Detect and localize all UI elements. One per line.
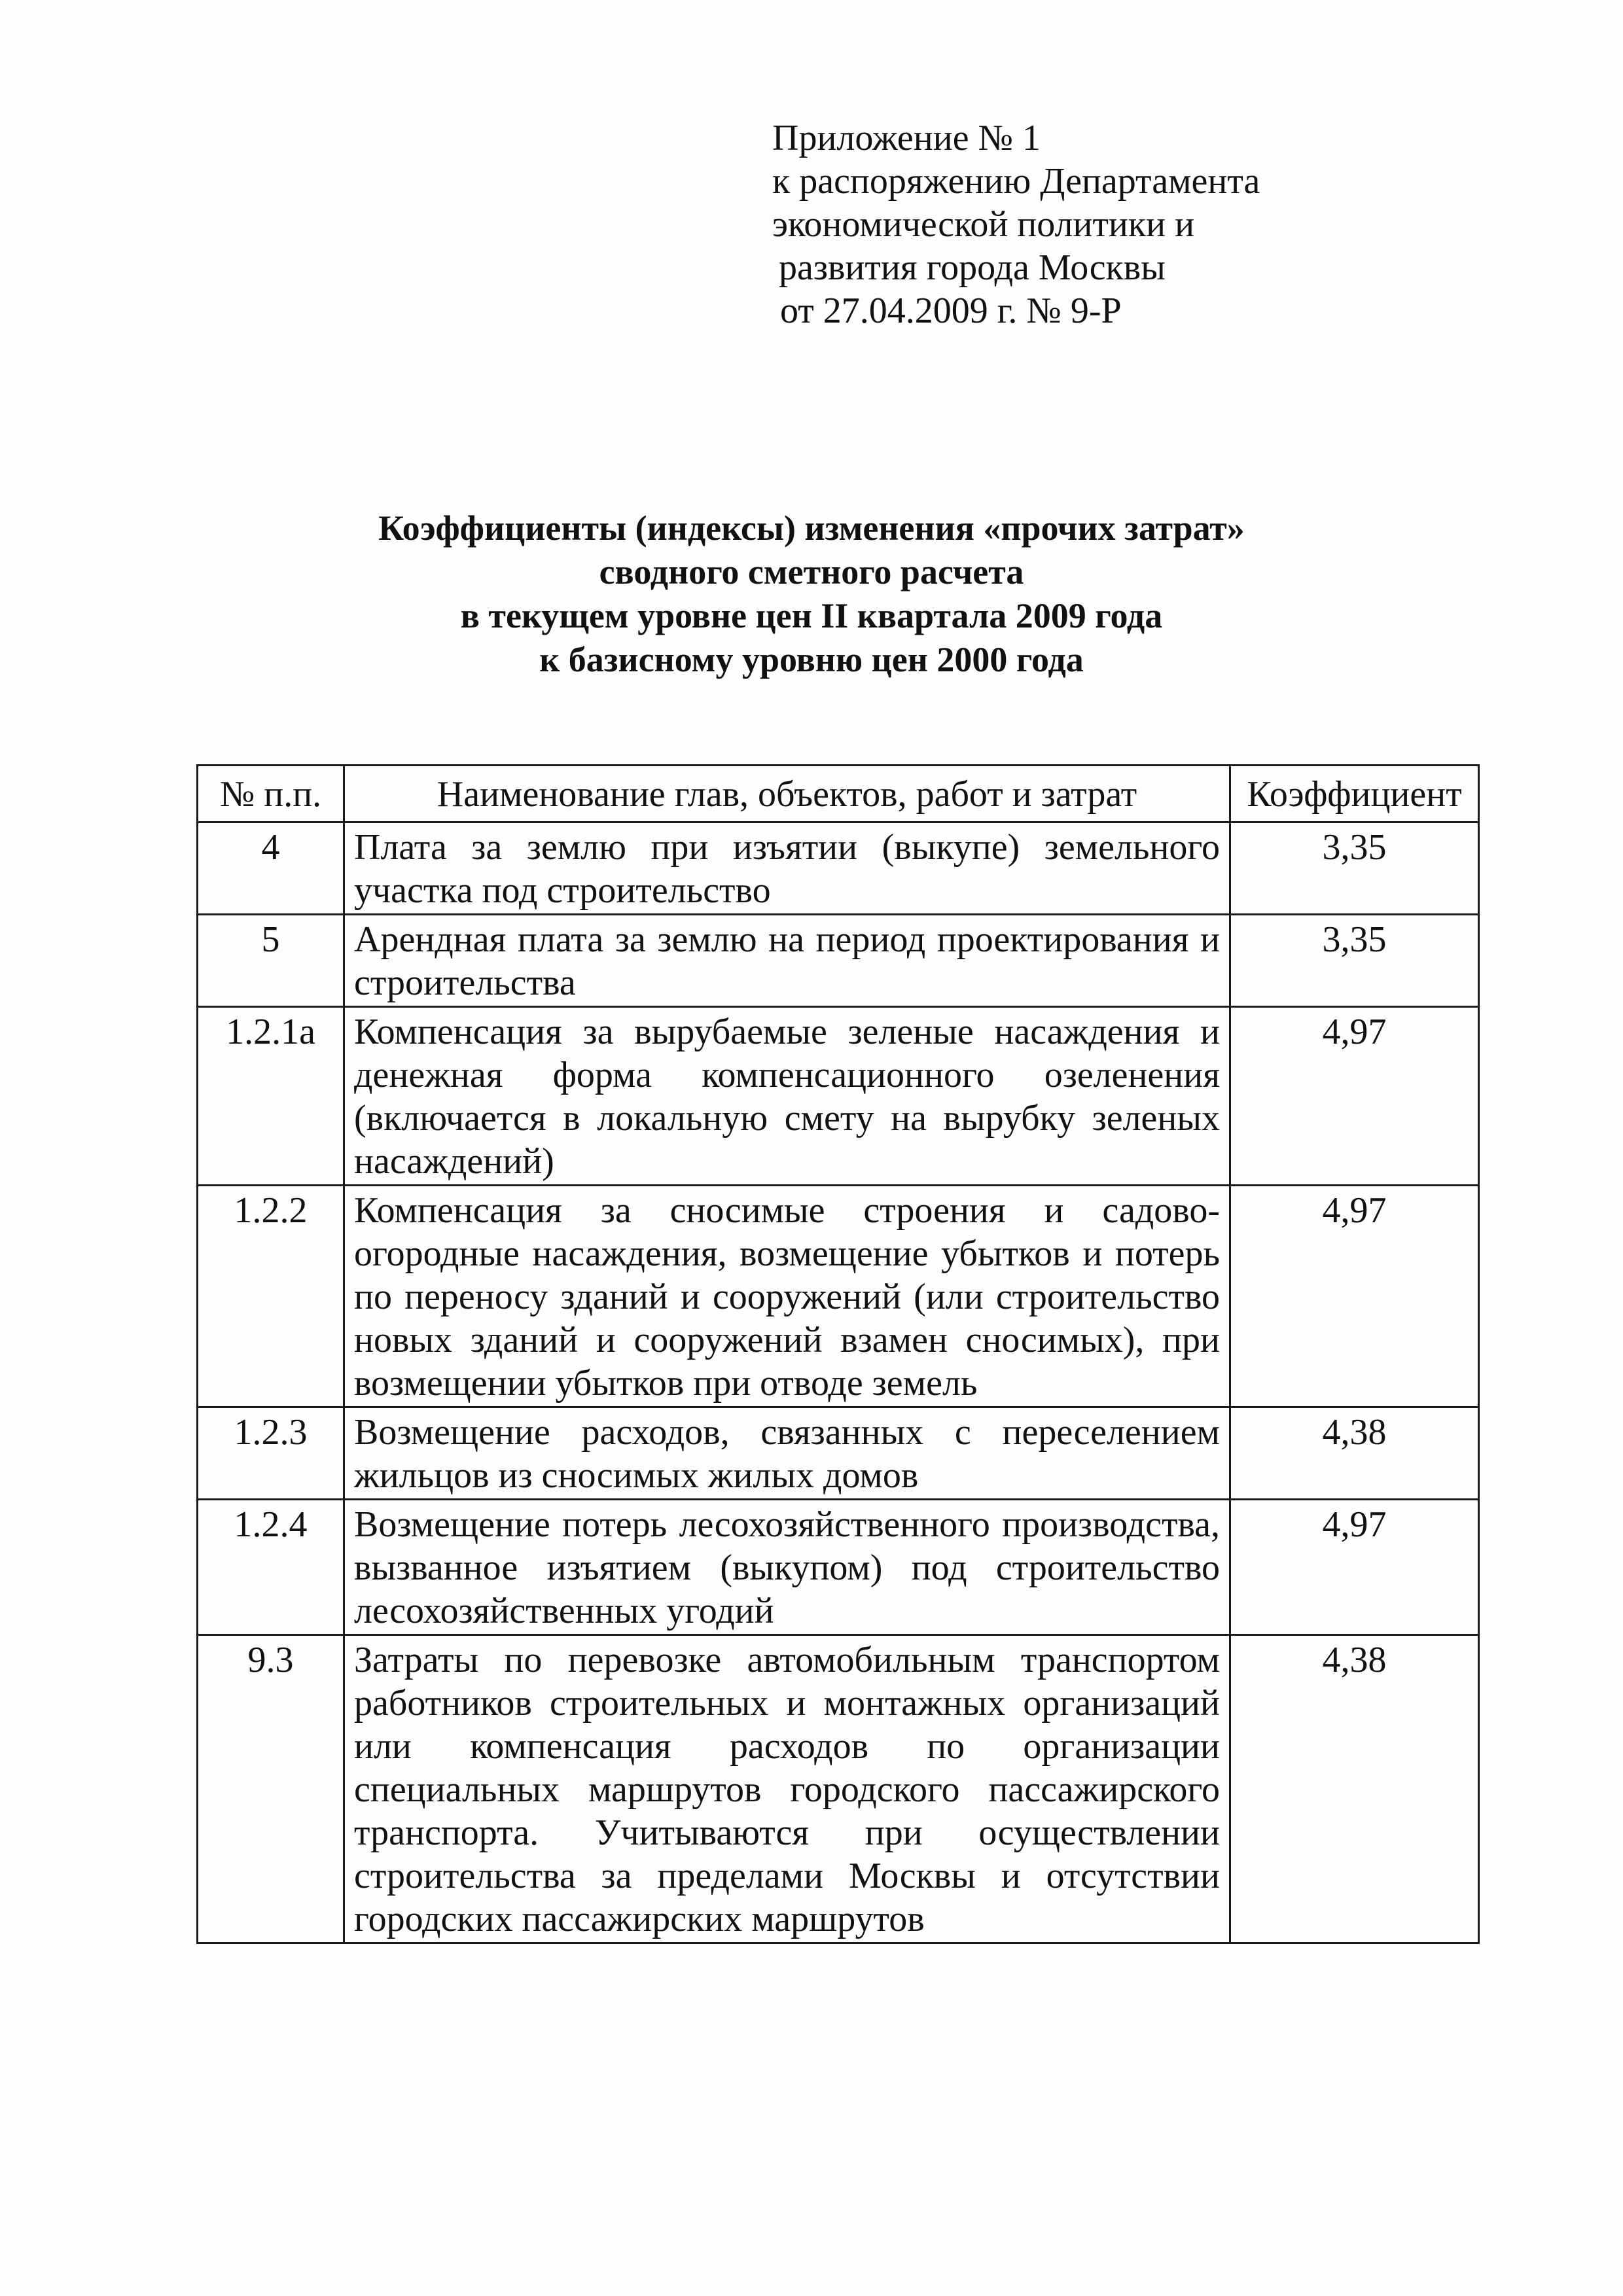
row-coefficient: 3,35: [1230, 915, 1479, 1007]
table-row: [198, 1635, 1479, 1943]
row-name: Возмещение расходов, связанных с переселением жильцов из сносимых жилых домов: [344, 1407, 1230, 1500]
title-line: сводного сметного расчета: [599, 552, 1024, 592]
row-num: 1.2.3: [198, 1407, 344, 1500]
row-name: Плата за землю при изъятии (выкупе) земельного участка под строительство: [344, 822, 1230, 915]
row-num: 9.3: [198, 1635, 344, 1943]
row-coefficient: 4,38: [1230, 1407, 1479, 1500]
row-coefficient: 4,97: [1230, 1007, 1479, 1186]
table-row: [198, 1007, 1479, 1186]
document-title: [196, 506, 1427, 682]
row-num: 1.2.4: [198, 1500, 344, 1635]
row-coefficient: 3,35: [1230, 822, 1479, 915]
row-name: Затраты по перевозке автомобильным транспортом работников строительных и монтажных организаций или компенсация расходов по организации специальных маршрутов городского пассажирского транспорта. Учитываются при осуществлении строительства за пределами Москвы и отсутствии городских пассажирских маршрутов: [344, 1635, 1230, 1943]
row-coefficient: 4,97: [1230, 1186, 1479, 1407]
row-num: 1.2.1а: [198, 1007, 344, 1186]
appendix-line: экономической политики и: [772, 204, 1195, 245]
table-row: [198, 915, 1479, 1007]
row-name: Возмещение потерь лесохозяйственного производства, вызванное изъятием (выкупом) под строительство лесохозяйственных угодий: [344, 1500, 1230, 1635]
row-name: Арендная плата за землю на период проектирования и строительства: [344, 915, 1230, 1007]
title-line: к базисному уровню цен 2000 года: [539, 640, 1084, 679]
row-num: 4: [198, 822, 344, 915]
table-row: [198, 1500, 1479, 1635]
appendix-line: от 27.04.2009 г. № 9-Р: [780, 291, 1122, 331]
appendix-line: к распоряжению Департамента: [772, 161, 1260, 202]
header-num: № п.п.: [198, 766, 344, 822]
appendix-line: Приложение № 1: [772, 118, 1041, 158]
row-num: 5: [198, 915, 344, 1007]
row-coefficient: 4,97: [1230, 1500, 1479, 1635]
header-coefficient: Коэффициент: [1230, 766, 1479, 822]
coefficients-table: [196, 764, 1480, 1944]
title-line: Коэффициенты (индексы) изменения «прочих затрат»: [378, 508, 1245, 548]
row-name: Компенсация за сносимые строения и садово-огородные насаждения, возмещение убытков и потерь по переносу зданий и сооружений (или строительство новых зданий и сооружений взамен сносимых), при возмещении убытков при отводе земель: [344, 1186, 1230, 1407]
header-name: Наименование глав, объектов, работ и затрат: [344, 766, 1230, 822]
table-row: [198, 1186, 1479, 1407]
row-coefficient: 4,38: [1230, 1635, 1479, 1943]
table-row: [198, 1407, 1479, 1500]
row-name: Компенсация за вырубаемые зеленые насаждения и денежная форма компенсационного озеленения (включается в локальную смету на вырубку зеленых насаждений): [344, 1007, 1230, 1186]
appendix-line: развития города Москвы: [779, 247, 1166, 288]
title-line: в текущем уровне цен II квартала 2009 года: [460, 596, 1163, 635]
row-num: 1.2.2: [198, 1186, 344, 1407]
table-header-row: [198, 766, 1479, 822]
table-row: [198, 822, 1479, 915]
appendix-header: [772, 116, 1427, 332]
